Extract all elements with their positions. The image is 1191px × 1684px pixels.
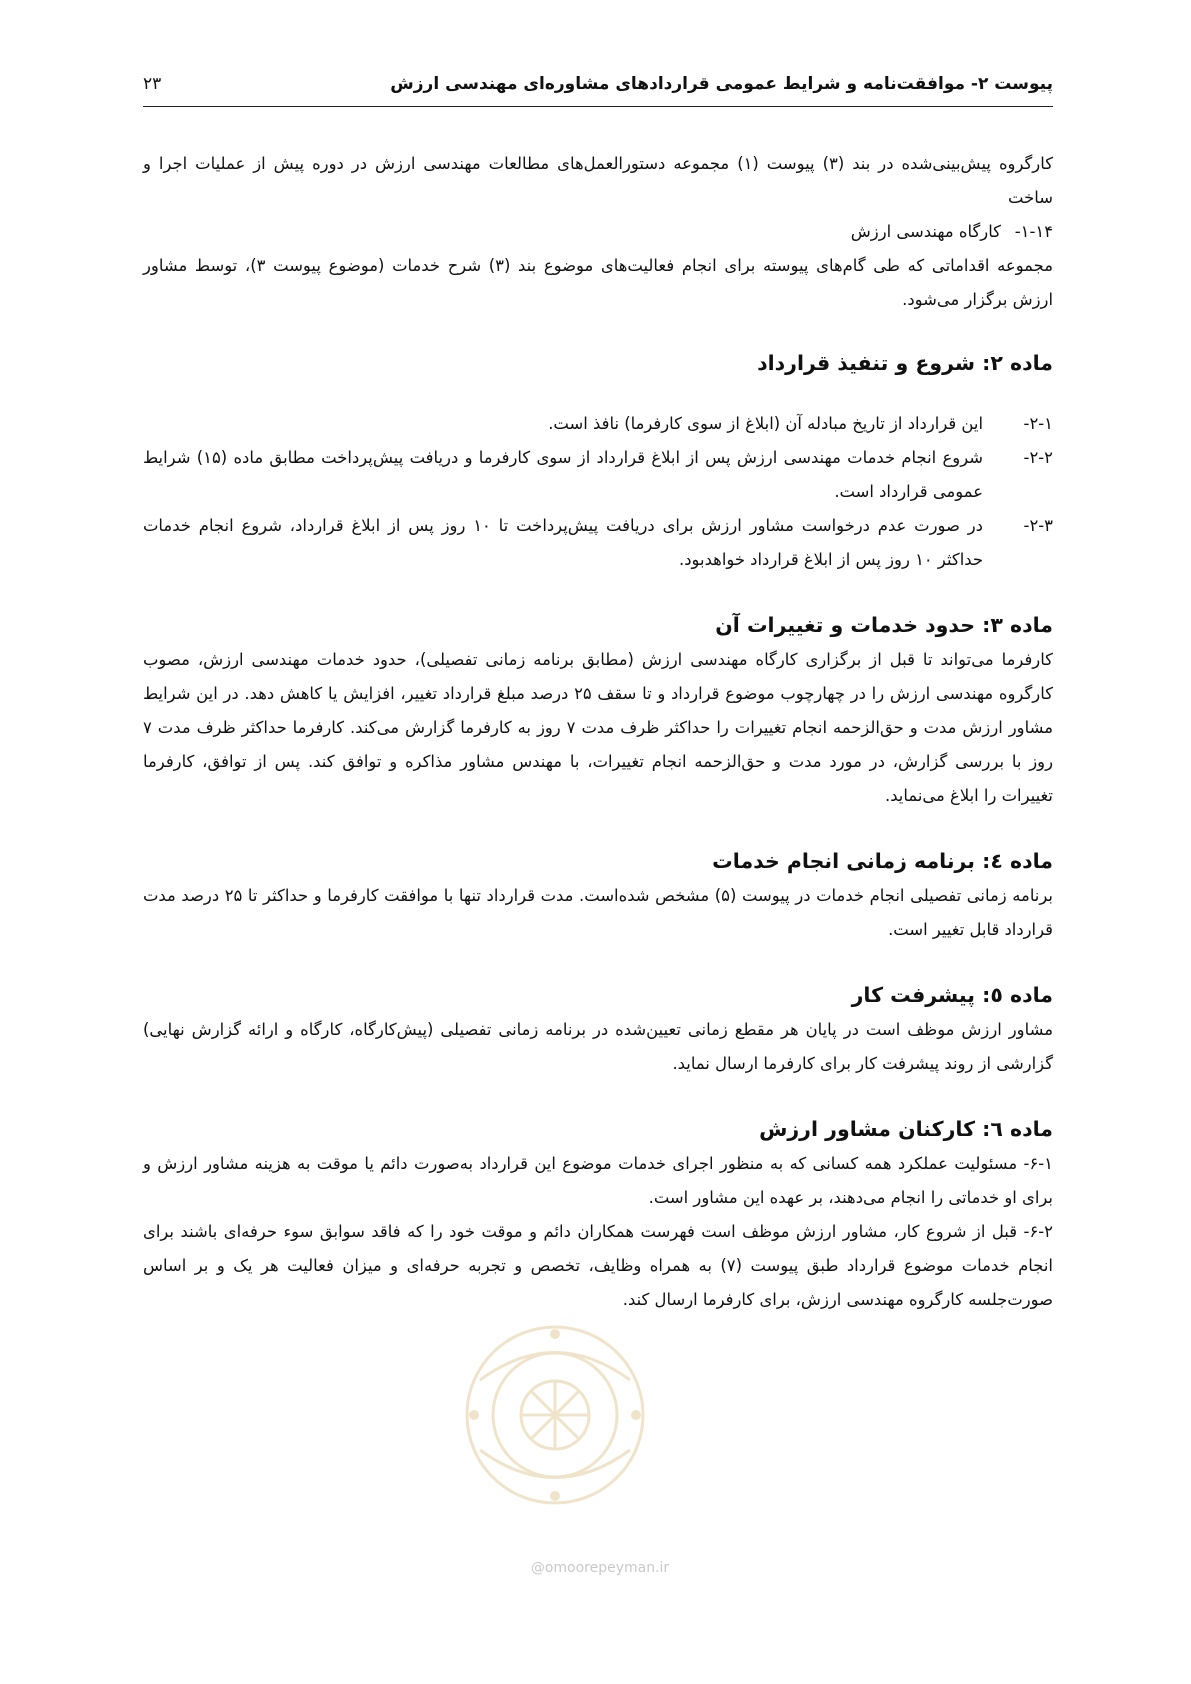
article-2-heading: ماده ۲: شروع و تنفیذ قرارداد bbox=[757, 351, 1053, 375]
article-6-heading: ماده ٦: کارکنان مشاور ارزش bbox=[759, 1117, 1053, 1141]
definition-title: کارگاه مهندسی ارزش bbox=[850, 222, 1001, 241]
clause-text: این قرارداد از تاریخ مبادله آن (ابلاغ از سوی کارفرما) نافذ است. bbox=[548, 414, 983, 433]
clause-2-2 bbox=[143, 441, 1053, 509]
article-5-text: مشاور ارزش موظف است در پایان هر مقطع زمانی تعیین‌شده در برنامه زمانی تفصیلی (پیش‌کارگاه، کارگاه و ارائه گزارش نهایی) گزارشی از روند پیشرفت کار برای کارفرما ارسال نماید. bbox=[143, 1020, 1053, 1073]
article-3-heading: ماده ۳: حدود خدمات و تغییرات آن bbox=[715, 613, 1053, 637]
article-4-heading: ماده ٤: برنامه زمانی انجام خدمات bbox=[712, 849, 1053, 873]
article-3-text: کارفرما می‌تواند تا قبل از برگزاری کارگاه مهندسی ارزش (مطابق برنامه زمانی تفصیلی)، حدود خدمات مهندسی ارزش، مصوب کارگروه مهندسی ارزش را در چهارچوب موضوع قرارداد و تا سقف ۲۵ درصد مبلغ قرارداد تغییر، افزایش یا کاهش دهد. در این شرایط مشاور ارزش مدت و حق‌الزحمه انجام تغییرات را حداکثر ظرف مدت ۷ روز به کارفرما گزارش می‌کند. کارفرما حداکثر ظرف مدت ۷ روز با بررسی گزارش، در مورد مدت و حق‌الزحمه انجام تغییرات، با مهندس مشاور مذاکره و توافق کند. پس از توافق، کارفرما تغییرات را ابلاغ می‌نماید. bbox=[143, 650, 1053, 805]
clause-text: شروع انجام خدمات مهندسی ارزش پس از ابلاغ قرارداد از سوی کارفرما و دریافت پیش‌پرداخت مطابق ماده (۱۵) شرایط عمومی قرارداد است. bbox=[143, 448, 983, 501]
watermark-site bbox=[500, 1560, 700, 1576]
running-header bbox=[143, 66, 1053, 107]
article-5-heading: ماده ٥: پیشرفت کار bbox=[851, 983, 1053, 1007]
clause-number: ۲-۳- bbox=[1023, 516, 1053, 535]
document-body bbox=[143, 147, 1053, 1317]
clause-2-3 bbox=[143, 509, 1053, 577]
watermark-site-text: omoorepeyman.ir bbox=[544, 1560, 670, 1576]
clause-number: ۲-۲- bbox=[1023, 448, 1053, 467]
clause-number: ۲-۱- bbox=[1023, 414, 1053, 433]
intro-paragraph-1: کارگروه پیش‌بینی‌شده در بند (۳) پیوست (۱) مجموعه دستورالعمل‌های مطالعات مهندسی ارزش در دوره پیش از عملیات اجرا و ساخت bbox=[143, 154, 1054, 207]
intro-paragraph-2: مجموعه اقداماتی که طی گام‌های پیوسته برای انجام فعالیت‌های موضوع بند (۳) شرح خدمات (موضوع پیوست ۳)، توسط مشاور ارزش برگزار می‌شود. bbox=[143, 256, 1054, 309]
page-number: ۲۳ bbox=[143, 74, 162, 94]
definition-number: ۱-۱۴- bbox=[1014, 222, 1053, 241]
clause-6-2: ۶-۲- قبل از شروع کار، مشاور ارزش موظف است فهرست همکاران دائم و موقت خود را که فاقد سوابق سوء حرفه‌ای باشند برای انجام خدمات موضوع قرارداد طبق پیوست (۷) به همراه وظایف، تخصص و تجربه حرفه‌ای و میزان فعالیت هر یک و بر اساس صورت‌جلسه کارگروه مهندسی ارزش، برای کارفرما ارسال کند. bbox=[143, 1222, 1053, 1309]
definition-item-14-1 bbox=[143, 215, 1053, 249]
seal-watermark-icon bbox=[460, 1320, 650, 1510]
clause-6-1: ۶-۱- مسئولیت عملکرد همه کسانی که به منظور اجرای خدمات موضوع این قرارداد به‌صورت دائم یا موقت به هزینه مشاور ارزش و برای او خدماتی را انجام می‌دهند، بر عهده این مشاور است. bbox=[143, 1154, 1053, 1207]
clause-text: در صورت عدم درخواست مشاور ارزش برای دریافت پیش‌پرداخت تا ۱۰ روز پس از ابلاغ قرارداد، شروع انجام خدمات حداکثر ۱۰ روز پس از ابلاغ قرارداد خواهدبود. bbox=[143, 516, 983, 569]
clause-2-1 bbox=[143, 407, 1053, 441]
article-4-text: برنامه زمانی تفصیلی انجام خدمات در پیوست (۵) مشخص شده‌است. مدت قرارداد تنها با موافقت کارفرما و حداکثر تا ۲۵ درصد مدت قرارداد قابل تغییر است. bbox=[143, 886, 1053, 939]
header-title: پیوست ۲- موافقت‌نامه و شرایط عمومی قراردادهای مشاوره‌ای مهندسی ارزش bbox=[390, 74, 1053, 94]
at-icon: @ bbox=[530, 1560, 545, 1576]
